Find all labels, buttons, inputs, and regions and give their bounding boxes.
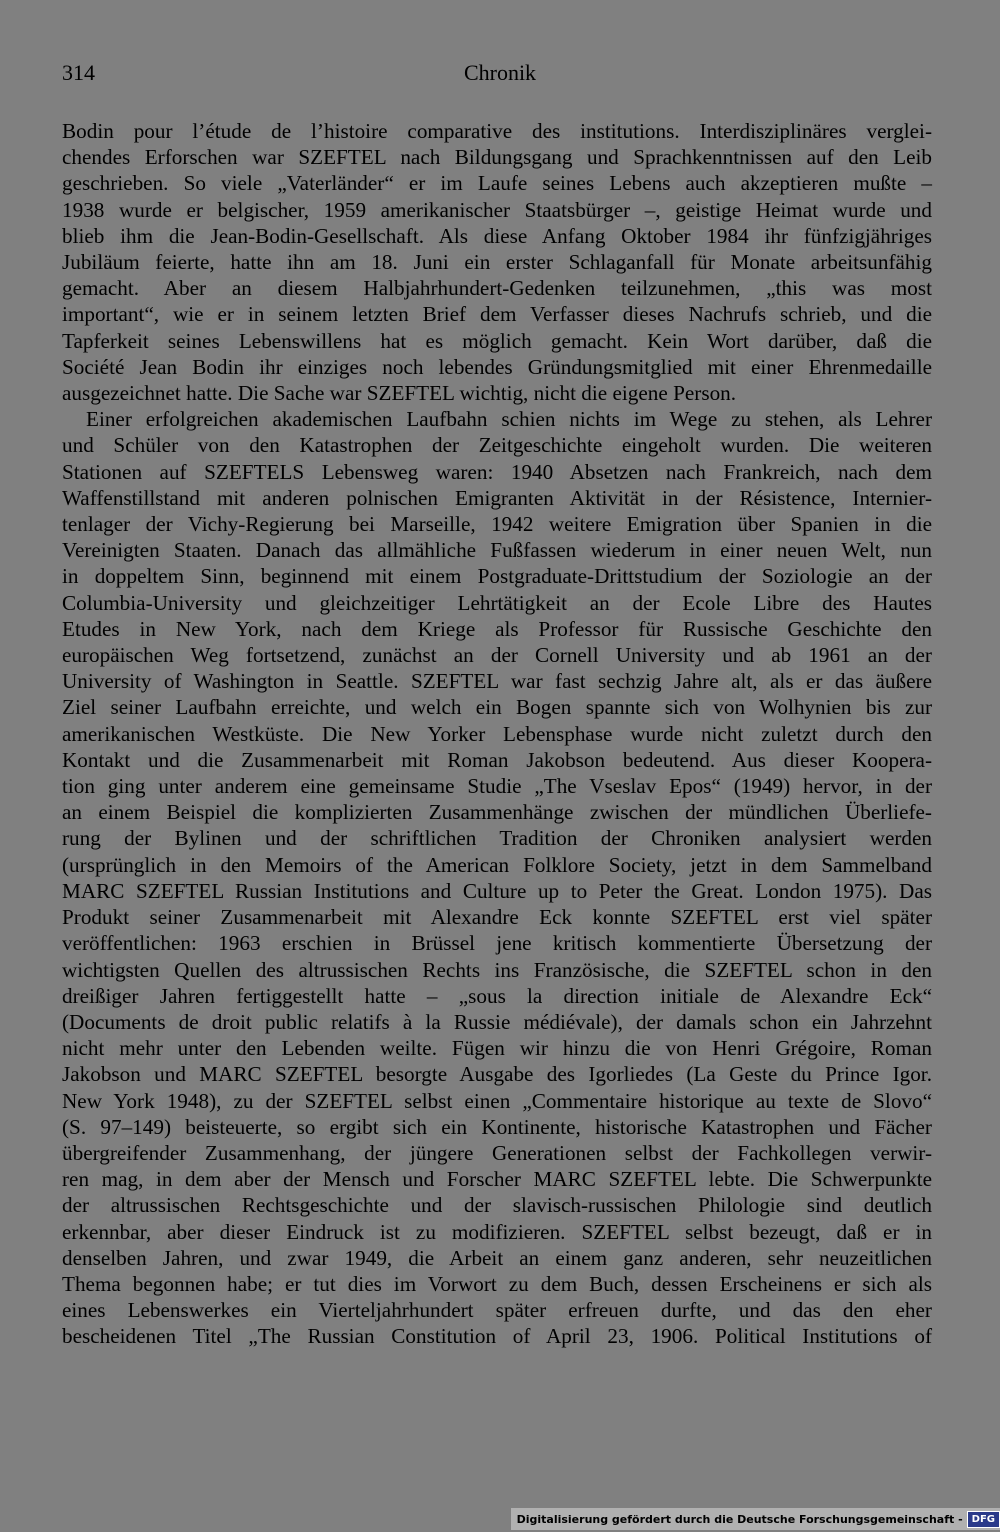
text-line: der altrussischen Rechtsgeschichte und der slavisch-russischen Philologie sind deutlich xyxy=(62,1193,932,1218)
text-line: (ursprünglich in den Memoirs of the American Folklore Society, jetzt in dem Sammelband xyxy=(62,852,932,877)
text-line: und Schüler von den Katastrophen der Zeitgeschichte eingeholt wurden. Die weiteren xyxy=(62,433,932,458)
text-line: Bodin pour l’étude de l’histoire comparative des institutions. Interdisziplinäres verglei- xyxy=(62,119,932,143)
text-line: tion ging unter anderem eine gemeinsame Studie „The Vseslav Epos“ (1949) hervor, in der xyxy=(62,774,932,799)
text-line: (S. 97–149) beisteuerte, so ergibt sich ein Kontinente, historische Katastrophen und Fächer xyxy=(62,1114,932,1139)
text-line: Vereinigten Staaten. Danach das allmähliche Fußfassen wiederum in einer neuen Welt, nun xyxy=(62,538,932,563)
text-line: important“, wie er in seinem letzten Brief dem Verfasser dieses Nachrufs schrieb, und die xyxy=(62,302,932,327)
text-line: Société Jean Bodin ihr einziges noch lebendes Gründungsmitglied mit einer Ehrenmedaille xyxy=(62,354,932,379)
text-line: Ziel seiner Laufbahn erreichte, und welch ein Bogen spannte sich von Wolhynien bis zur xyxy=(62,695,932,720)
funding-notice: Digitalisierung gefördert durch die Deutsche Forschungsgemeinschaft - xyxy=(516,1512,963,1526)
text-line: 1938 wurde er belgischer, 1959 amerikanischer Staatsbürger –, geistige Heimat wurde und xyxy=(62,197,932,222)
text-line: nicht mehr unter den Lebenden weilte. Fügen wir hinzu die von Henri Grégoire, Roman xyxy=(62,1036,932,1061)
text-line: Tapferkeit seines Lebenswillens hat es möglich gemacht. Kein Wort darüber, daß die xyxy=(62,328,932,353)
text-line: wichtigsten Quellen des altrussischen Rechts ins Französische, die SZEFTEL schon in den xyxy=(62,957,932,982)
text-line: Waffenstillstand mit anderen polnischen Emigranten Aktivität in der Résistence, Internier- xyxy=(62,485,932,510)
text-line: rung der Bylinen und der schriftlichen Tradition der Chroniken analysiert werden xyxy=(62,826,932,851)
text-line: Stationen auf SZEFTELS Lebensweg waren: 1940 Absetzen nach Frankreich, nach dem xyxy=(62,459,932,484)
text-line: Thema begonnen habe; er tut dies im Vorwort zu dem Buch, dessen Erscheinens er sich als xyxy=(62,1271,932,1296)
text-line: tenlager der Vichy-Regierung bei Marseille, 1942 weitere Emigration über Spanien in die xyxy=(62,512,932,537)
text-line: erkennbar, aber dieser Eindruck ist zu modifizieren. SZEFTEL selbst bezeugt, daß er in xyxy=(62,1219,932,1244)
digitization-footer xyxy=(511,1508,1000,1530)
text-line: europäischen Weg fortsetzend, zunächst an der Cornell University und ab 1961 an der xyxy=(62,643,932,668)
text-line: Einer erfolgreichen akademischen Laufbahn schien nichts im Wege zu stehen, als Lehrer xyxy=(86,407,932,432)
text-line: ren mag, in dem aber der Mensch und Forscher MARC SZEFTEL lebte. Die Schwerpunkte xyxy=(62,1167,932,1192)
text-line: blieb ihm die Jean-Bodin-Gesellschaft. Als diese Anfang Oktober 1984 ihr fünfzigjähriges xyxy=(62,223,932,248)
text-line: MARC SZEFTEL Russian Institutions and Culture up to Peter the Great. London 1975). Das xyxy=(62,878,932,903)
page-number: 314 xyxy=(62,60,95,85)
text-line: geschrieben. So viele „Vaterländer“ er im Laufe seines Lebens auch akzeptieren mußte – xyxy=(62,171,932,196)
text-line: eines Lebenswerkes ein Vierteljahrhundert später erfreuen durfte, und das den eher xyxy=(62,1298,932,1323)
text-line: New York 1948), zu der SZEFTEL selbst einen „Commentaire historique au texte de Slovo“ xyxy=(62,1088,932,1113)
body-text xyxy=(62,118,932,1350)
text-line: veröffentlichen: 1963 erschien in Brüssel jene kritisch kommentierte Übersetzung der xyxy=(62,931,932,956)
text-line: denselben Jahren, und zwar 1949, die Arbeit an einem ganz anderen, sehr neuzeitlichen xyxy=(62,1245,932,1270)
text-line: Etudes in New York, nach dem Kriege als Professor für Russische Geschichte den xyxy=(62,616,932,641)
text-line: bescheidenen Titel „The Russian Constitution of April 23, 1906. Political Institutions of xyxy=(62,1324,932,1349)
text-line: Produkt seiner Zusammenarbeit mit Alexandre Eck konnte SZEFTEL erst viel später xyxy=(62,905,932,930)
text-line: in doppeltem Sinn, beginnend mit einem Postgraduate-Drittstudium der Soziologie an der xyxy=(62,564,932,589)
text-line: chendes Erforschen war SZEFTEL nach Bildungsgang und Sprachkenntnissen auf den Leib xyxy=(62,145,932,170)
text-line: Kontakt und die Zusammenarbeit mit Roman Jakobson bedeutend. Aus dieser Koopera- xyxy=(62,747,932,772)
text-line: an einem Beispiel die komplizierten Zusammenhänge zwischen der mündlichen Überliefe- xyxy=(62,800,932,825)
text-line: gemacht. Aber an diesem Halbjahrhundert-Gedenken teilzunehmen, „this was most xyxy=(62,276,932,301)
text-line: ausgezeichnet hatte. Die Sache war SZEFTEL wichtig, nicht die eigene Person. xyxy=(62,381,737,406)
text-line: amerikanischen Westküste. Die New Yorker Lebensphase wurde nicht zuletzt durch den xyxy=(62,721,932,746)
running-title: Chronik xyxy=(463,60,537,85)
text-line: Jakobson und MARC SZEFTEL besorgte Ausgabe des Igorliedes (La Geste du Prince Igor. xyxy=(62,1062,932,1087)
text-line: Jubiläum feierte, hatte ihn am 18. Juni ein erster Schlaganfall für Monate arbeitsunfähig xyxy=(62,250,932,275)
text-line: dreißiger Jahren fertiggestellt hatte – „sous la direction initiale de Alexandre Eck“ xyxy=(62,983,932,1008)
dfg-logo: DFG xyxy=(967,1511,1000,1528)
text-line: University of Washington in Seattle. SZEFTEL war fast sechzig Jahre alt, als er das äußere xyxy=(62,669,932,694)
text-line: übergreifender Zusammenhang, der jüngere Generationen selbst der Fachkollegen verwir- xyxy=(62,1140,932,1165)
text-line: (Documents de droit public relatifs à la Russie médiévale), der damals schon ein Jahrzehnt xyxy=(62,1009,932,1034)
text-line: Columbia-University und gleichzeitiger Lehrtätigkeit an der Ecole Libre des Hautes xyxy=(62,590,932,615)
